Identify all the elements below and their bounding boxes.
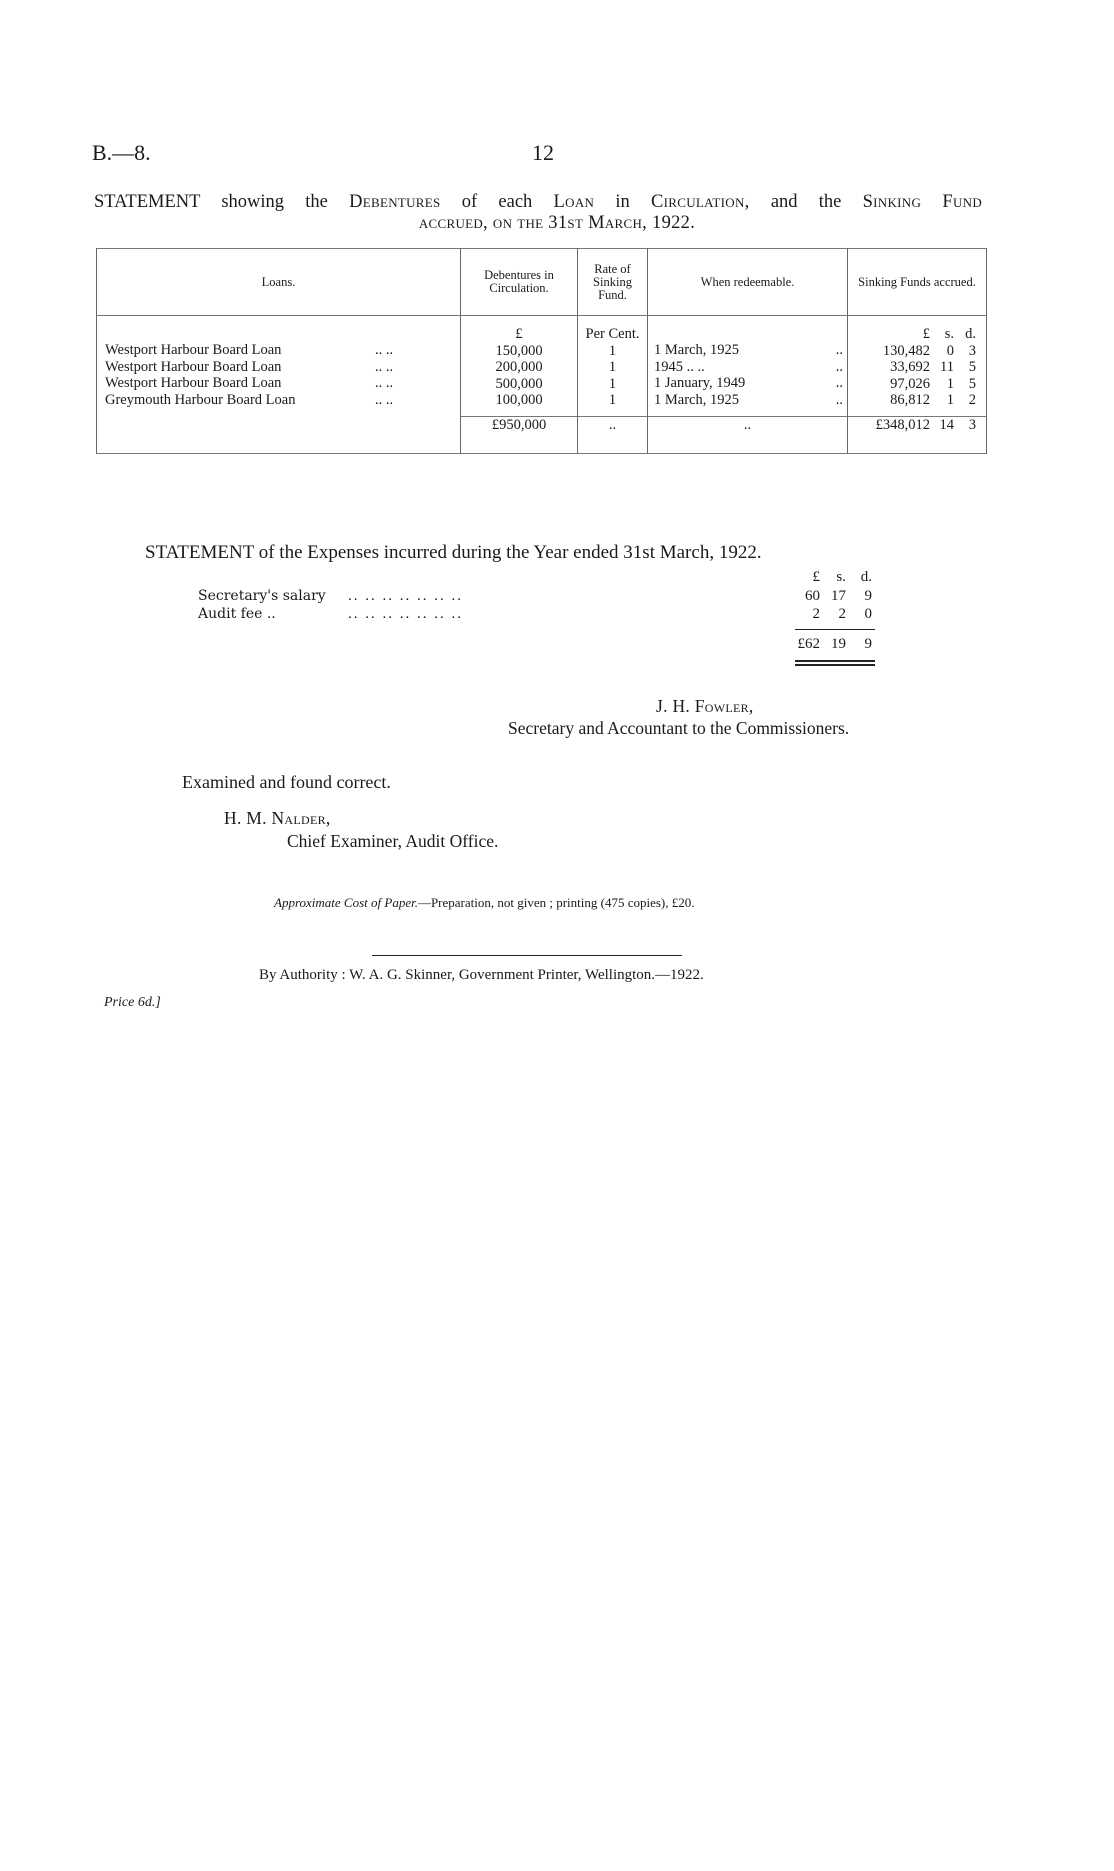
examiner-name: H. M. Nalder, <box>224 808 331 828</box>
total-when: .. <box>648 416 848 453</box>
list-item: Westport Harbour Board Loan .. .. <box>105 358 394 375</box>
sinking-value: 97,026 1 5 <box>890 375 976 392</box>
page-number: 12 <box>532 140 554 165</box>
header-loans: Loans. <box>97 249 461 316</box>
sinking-value: 33,692 11 5 <box>890 359 976 375</box>
salary-l: 60 <box>805 588 820 604</box>
total-debentures: £950,000 <box>461 416 578 453</box>
statement-title-line2: accrued, on the 31st March, 1922. <box>418 213 696 233</box>
expenses-title: STATEMENT of the Expenses incurred during the Year ended 31st March, 1922. <box>145 542 762 563</box>
when-value: 1 March, 1925 .. <box>654 342 843 358</box>
header-rate: Rate of Sinking Fund. <box>578 249 648 316</box>
rate-value: 1 <box>608 392 617 408</box>
expense-total-l: £62 <box>797 636 820 652</box>
statement-title-line1: STATEMENT showing the Debentures of each Loan in Circulation, and the Sinking Fund <box>94 192 983 212</box>
header-sinking: Sinking Funds accrued. <box>848 249 987 316</box>
when-value: 1 March, 1925 .. <box>654 391 843 408</box>
debentures-value: 100,000 <box>495 392 543 408</box>
salary-d: 9 <box>864 588 872 604</box>
expense-unit-s: s. <box>836 569 846 585</box>
audit-l: 2 <box>812 606 820 622</box>
header-when: When redeemable. <box>648 249 848 316</box>
debentures-unit: £ <box>515 326 523 342</box>
examination-text: Examined and found correct. <box>182 772 391 792</box>
signatory-name: J. H. Fowler, <box>656 696 754 716</box>
salary-s: 17 <box>831 588 846 604</box>
list-item: Westport Harbour Board Loan .. .. <box>105 375 394 391</box>
price: Price 6d.] <box>104 995 161 1010</box>
table-row <box>97 316 987 417</box>
debentures-table <box>96 248 987 454</box>
expense-unit-l: £ <box>812 569 820 585</box>
cost-note: Approximate Cost of Paper.—Preparation, not given ; printing (475 copies), £20. <box>274 895 695 910</box>
examiner-title: Chief Examiner, Audit Office. <box>287 831 499 851</box>
total-double-rule-2 <box>795 664 875 666</box>
total-rate: .. <box>578 416 648 453</box>
footer-rule <box>372 955 682 956</box>
when-value: 1945 .. .. .. <box>654 358 843 375</box>
rate-value: 1 <box>608 342 617 359</box>
sinking-value: 86,812 1 2 <box>890 392 976 408</box>
document-code: B.—8. <box>92 140 151 165</box>
expense-unit-d: d. <box>860 569 872 585</box>
sinking-units: £ s. d. <box>922 326 976 342</box>
when-value: 1 January, 1949 .. <box>654 375 843 391</box>
signatory-title: Secretary and Accountant to the Commissioners. <box>508 718 850 738</box>
expense-total-s: 19 <box>831 636 846 652</box>
debentures-value: 500,000 <box>495 375 543 392</box>
debentures-value: 200,000 <box>495 359 543 375</box>
authority-line: By Authority : W. A. G. Skinner, Government Printer, Wellington.—1922. <box>259 967 704 983</box>
sinking-value: 130,482 0 3 <box>882 342 976 359</box>
rate-value: 1 <box>608 359 617 375</box>
debentures-value: 150,000 <box>495 342 543 359</box>
rate-unit: Per Cent. <box>585 326 640 342</box>
list-item: Westport Harbour Board Loan .. .. <box>105 342 394 358</box>
totals-row <box>97 416 987 453</box>
expense-row-salary: Secretary's salary .. .. .. .. .. .. .. <box>198 588 463 604</box>
rate-value: 1 <box>608 375 617 392</box>
sum-rule <box>795 629 875 630</box>
audit-d: 0 <box>864 606 872 622</box>
list-item: Greymouth Harbour Board Loan .. .. <box>105 391 394 408</box>
expense-row-audit: Audit fee .. .. .. .. .. .. .. .. <box>198 606 463 622</box>
audit-s: 2 <box>838 606 846 622</box>
expense-total-d: 9 <box>864 636 872 652</box>
total-sinking: £348,012 14 3 <box>875 416 976 433</box>
total-double-rule-1 <box>795 660 875 662</box>
header-debentures: Debentures in Circulation. <box>461 249 578 316</box>
